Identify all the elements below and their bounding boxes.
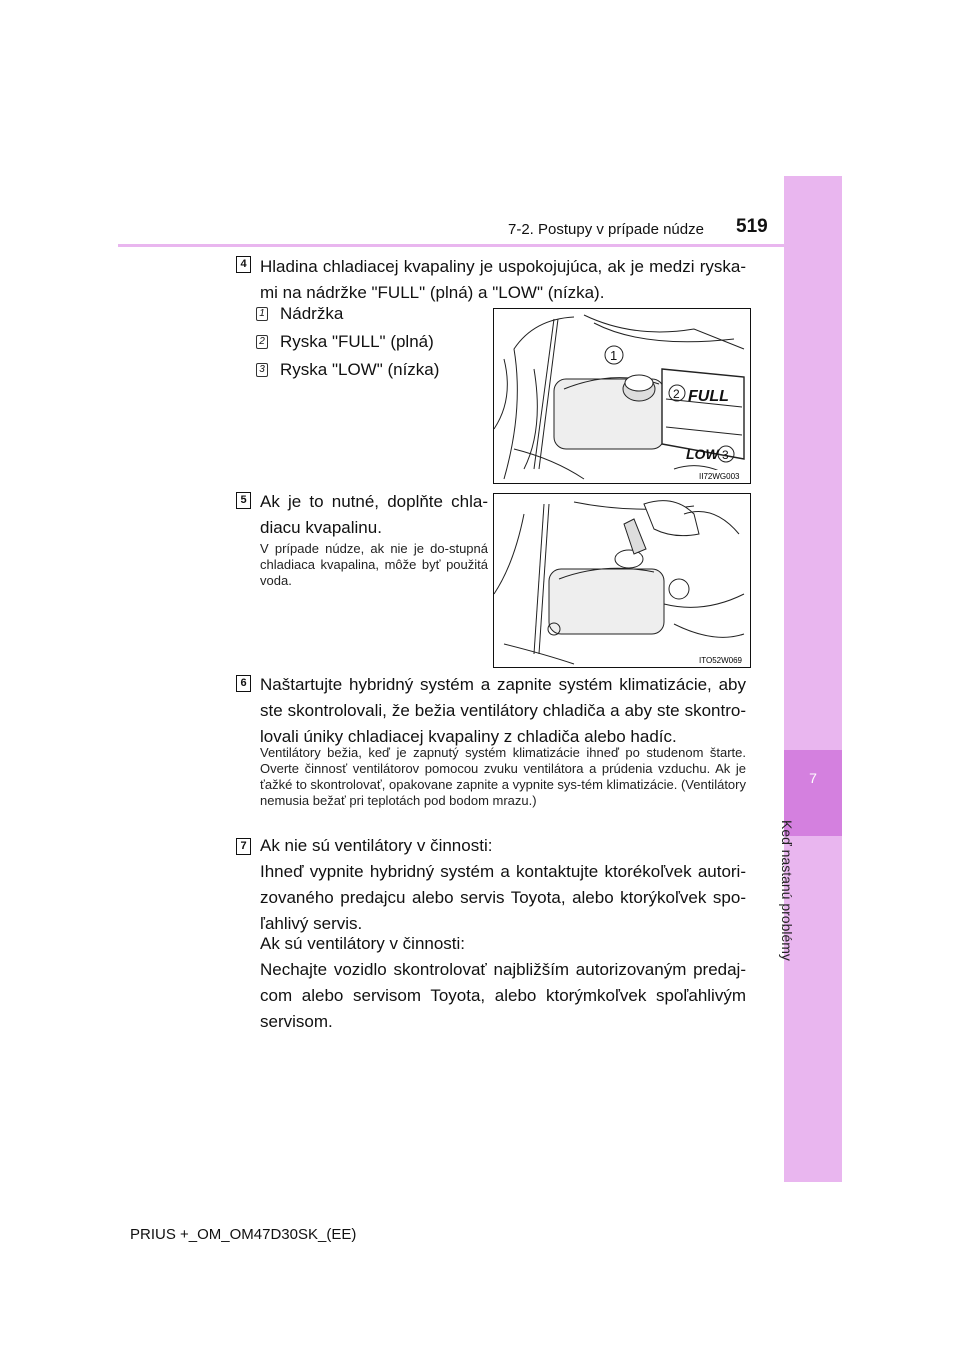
item-number: 2 xyxy=(256,335,268,349)
step-number-box: 7 xyxy=(236,838,251,855)
callout-1: 1 xyxy=(610,348,618,363)
coolant-refill-illustration xyxy=(493,493,751,668)
step-text: Ihneď vypnite hybridný systém a kontaktujte ktorékoľvek autori-zovaného predajcu alebo servis Toyota, alebo ktorýkoľvek spo-ľahlivý servis. xyxy=(260,862,746,933)
figure-code: II72WG003 xyxy=(699,472,740,481)
step-note: V prípade núdze, ak nie je do-stupná chladiaca kvapalina, môže byť použitá voda. xyxy=(260,541,488,588)
step-subtitle: Ak sú ventilátory v činnosti: xyxy=(260,934,466,953)
chapter-side-tab xyxy=(784,176,842,1182)
coolant-reservoir-illustration xyxy=(493,308,751,484)
low-mark: LOW xyxy=(686,446,719,462)
document-footer: PRIUS +_OM_OM47D30SK_(EE) xyxy=(130,1226,357,1243)
step-subtitle: Ak nie sú ventilátory v činnosti: xyxy=(260,836,493,855)
step-note: Ventilátory bežia, keď je zapnutý systém klimatizácie ihneď po studenom štarte. Overte činnosť ventilátorov pomocou zvuku ventilátora a prúdenia vzduchu. Ak je ťažké to skontrolovať, opakovane zapnite a vypnite sys-tém klimatizácie. (Ventilátory nemusia bežať pri teplotách pod bodom mrazu.) xyxy=(260,745,746,808)
step-text: Naštartujte hybridný systém a zapnite systém klimatizácie, aby ste skontrolovali, že bežia ventilátory chladiča a aby ste skontro-lovali úniky chladiacej kvapaliny z chladiča alebo hadíc. xyxy=(260,675,746,746)
callout-2: 2 xyxy=(673,387,680,401)
step-text: Ak je to nutné, doplňte chla-diacu kvapalinu. xyxy=(260,492,488,537)
step-number-box: 5 xyxy=(236,492,251,509)
refill-drawing xyxy=(494,494,750,667)
engine-bay-drawing xyxy=(494,309,750,483)
step-text: Hladina chladiacej kvapaliny je uspokojujúca, ak je medzi ryska-mi na nádržke "FULL" (plná) a "LOW" (nízka). xyxy=(260,257,746,302)
item-label: Nádržka xyxy=(280,304,344,323)
item-number: 3 xyxy=(256,363,268,377)
item-label: Ryska "LOW" (nízka) xyxy=(280,360,440,379)
callout-3: 3 xyxy=(722,448,729,462)
page-number: 519 xyxy=(736,216,768,237)
chapter-number: 7 xyxy=(809,770,817,786)
figure-code: ITO52W069 xyxy=(699,656,742,665)
step-text: Nechajte vozidlo skontrolovať najbližším autorizovaným predaj-com alebo servisom Toyota, alebo ktorýmkoľvek spoľahlivým servisom. xyxy=(260,960,746,1031)
step-number-box: 6 xyxy=(236,675,251,692)
chapter-title: Keď nastanú problémy xyxy=(779,820,795,961)
item-label: Ryska "FULL" (plná) xyxy=(280,332,434,351)
item-number: 1 xyxy=(256,307,268,321)
section-header: 7-2. Postupy v prípade núdze xyxy=(508,221,704,238)
header-rule xyxy=(118,244,784,247)
full-mark: FULL xyxy=(688,388,729,405)
step-number-box: 4 xyxy=(236,256,251,273)
